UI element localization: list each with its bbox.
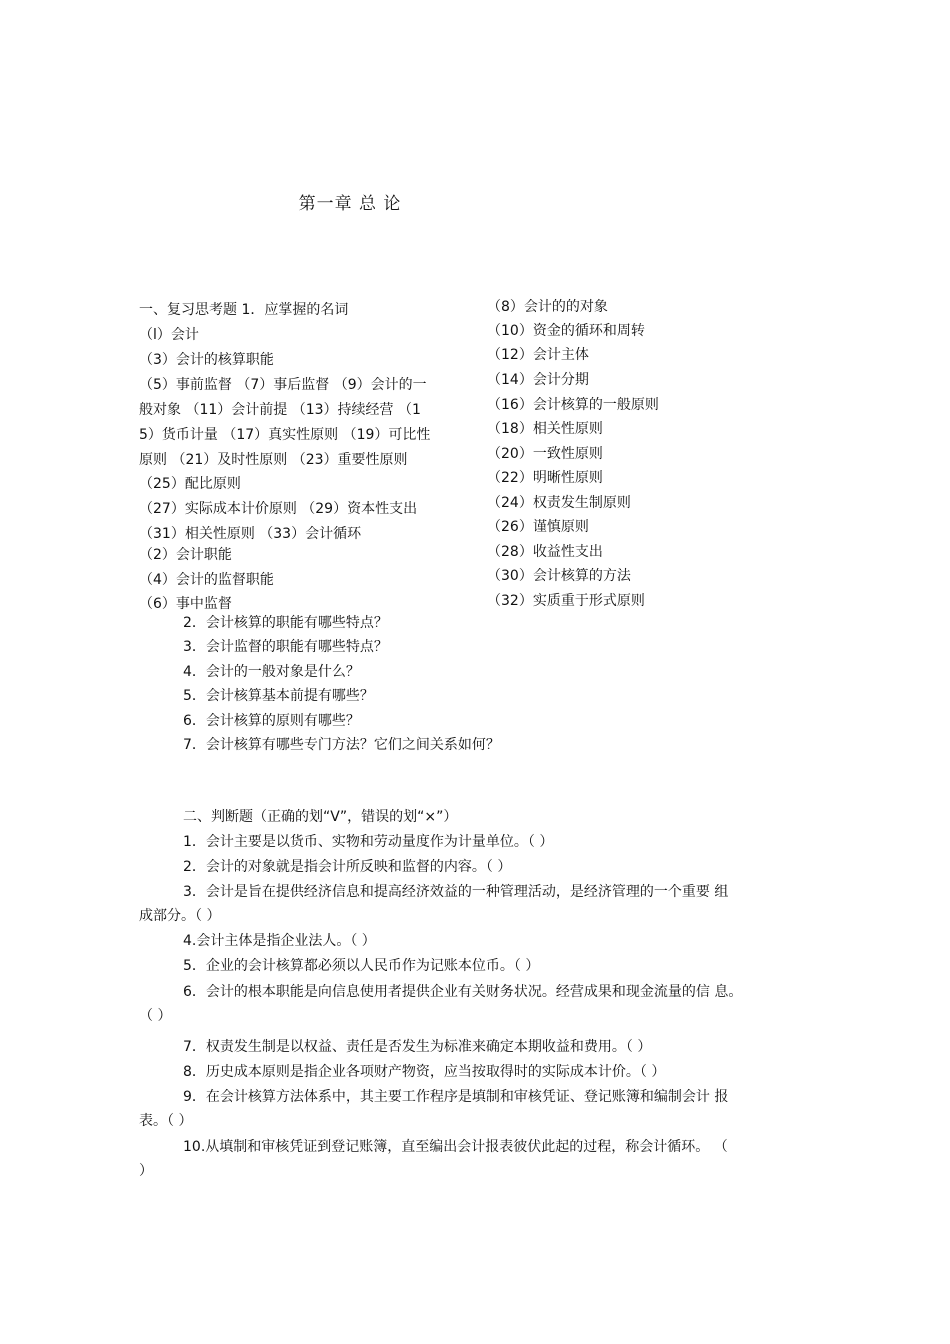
judgment-item: 4.会计主体是指企业法人。（ ） <box>183 933 376 949</box>
term-line: （28）收益性支出 <box>487 544 603 560</box>
term-line: （32）实质重于形式原则 <box>487 593 645 609</box>
term-line: （6）事中监督 <box>139 596 232 612</box>
term-line: （3）会计的核算职能 <box>139 352 274 368</box>
judgment-item: 10.从填制和审核凭证到登记账簿，直至编出会计报表彼伏此起的过程，称会计循环。 （ <box>183 1139 728 1155</box>
judgment-item: 7．权责发生制是以权益、责任是否发生为标准来确定本期收益和费用。（ ） <box>183 1039 652 1055</box>
question-item: 4．会计的一般对象是什么？ <box>183 664 360 680</box>
chapter-title: 第一章 总 论 <box>298 194 402 214</box>
term-line: （12）会计主体 <box>487 347 589 363</box>
term-line: （14）会计分期 <box>487 372 589 388</box>
term-line: （20）一致性原则 <box>487 446 603 462</box>
term-line: （25）配比原则 <box>139 476 241 492</box>
judgment-item: 9．在会计核算方法体系中，其主要工作程序是填制和审核凭证、登记账簿和编制会计 报 <box>183 1089 729 1105</box>
judgment-item: 2．会计的对象就是指会计所反映和监督的内容。（ ） <box>183 859 512 875</box>
judgment-item-continued: ） <box>139 1163 153 1179</box>
judgment-item-continued: 成部分。（ ） <box>139 908 221 924</box>
question-item: 3．会计监督的职能有哪些特点？ <box>183 639 388 655</box>
term-line: 般对象 （11）会计前提 （13）持续经营 （1 <box>139 402 421 418</box>
section1-heading: 一、复习思考题 1．应掌握的名词 <box>139 302 349 318</box>
term-line: （22）明晰性原则 <box>487 470 603 486</box>
term-line: （18）相关性原则 <box>487 421 603 437</box>
judgment-item-continued: 表。（ ） <box>139 1113 193 1129</box>
term-line: （26）谨慎原则 <box>487 519 589 535</box>
judgment-item: 1．会计主要是以货币、实物和劳动量度作为计量单位。（ ） <box>183 834 554 850</box>
section2-heading: 二、判断题（正确的划“V”，错误的划“×”） <box>183 809 458 825</box>
judgment-item: 3．会计是旨在提供经济信息和提高经济效益的一种管理活动，是经济管理的一个重要 组 <box>183 884 729 900</box>
term-line: （31）相关性原则 （33）会计循环 <box>139 526 362 542</box>
term-line: （16）会计核算的一般原则 <box>487 397 659 413</box>
term-line: （27）实际成本计价原则 （29）资本性支出 <box>139 501 418 517</box>
question-item: 2．会计核算的职能有哪些特点？ <box>183 615 388 631</box>
term-line: （8）会计的的对象 <box>487 299 608 315</box>
term-line: （4）会计的监督职能 <box>139 572 274 588</box>
judgment-item: 5．企业的会计核算都必须以人民币作为记账本位币。（ ） <box>183 958 540 974</box>
question-item: 6．会计核算的原则有哪些？ <box>183 713 360 729</box>
term-line: （30）会计核算的方法 <box>487 568 631 584</box>
judgment-item: 8．历史成本原则是指企业各项财产物资，应当按取得时的实际成本计价。（ ） <box>183 1064 666 1080</box>
term-line: （5）事前监督 （7）事后监督 （9）会计的一 <box>139 377 427 393</box>
term-line: （2）会计职能 <box>139 547 232 563</box>
term-line: （l）会计 <box>139 327 199 343</box>
term-line: （10）资金的循环和周转 <box>487 323 645 339</box>
term-line: 原则 （21）及时性原则 （23）重要性原则 <box>139 452 408 468</box>
term-line: （24）权责发生制原则 <box>487 495 631 511</box>
judgment-item-continued: （ ） <box>139 1008 172 1024</box>
question-item: 5．会计核算基本前提有哪些？ <box>183 688 374 704</box>
question-item: 7．会计核算有哪些专门方法？它们之间关系如何？ <box>183 737 500 753</box>
judgment-item: 6．会计的根本职能是向信息使用者提供企业有关财务状况。经营成果和现金流量的信 息。 <box>183 984 743 1000</box>
term-line: 5）货币计量 （17）真实性原则 （19）可比性 <box>139 427 431 443</box>
